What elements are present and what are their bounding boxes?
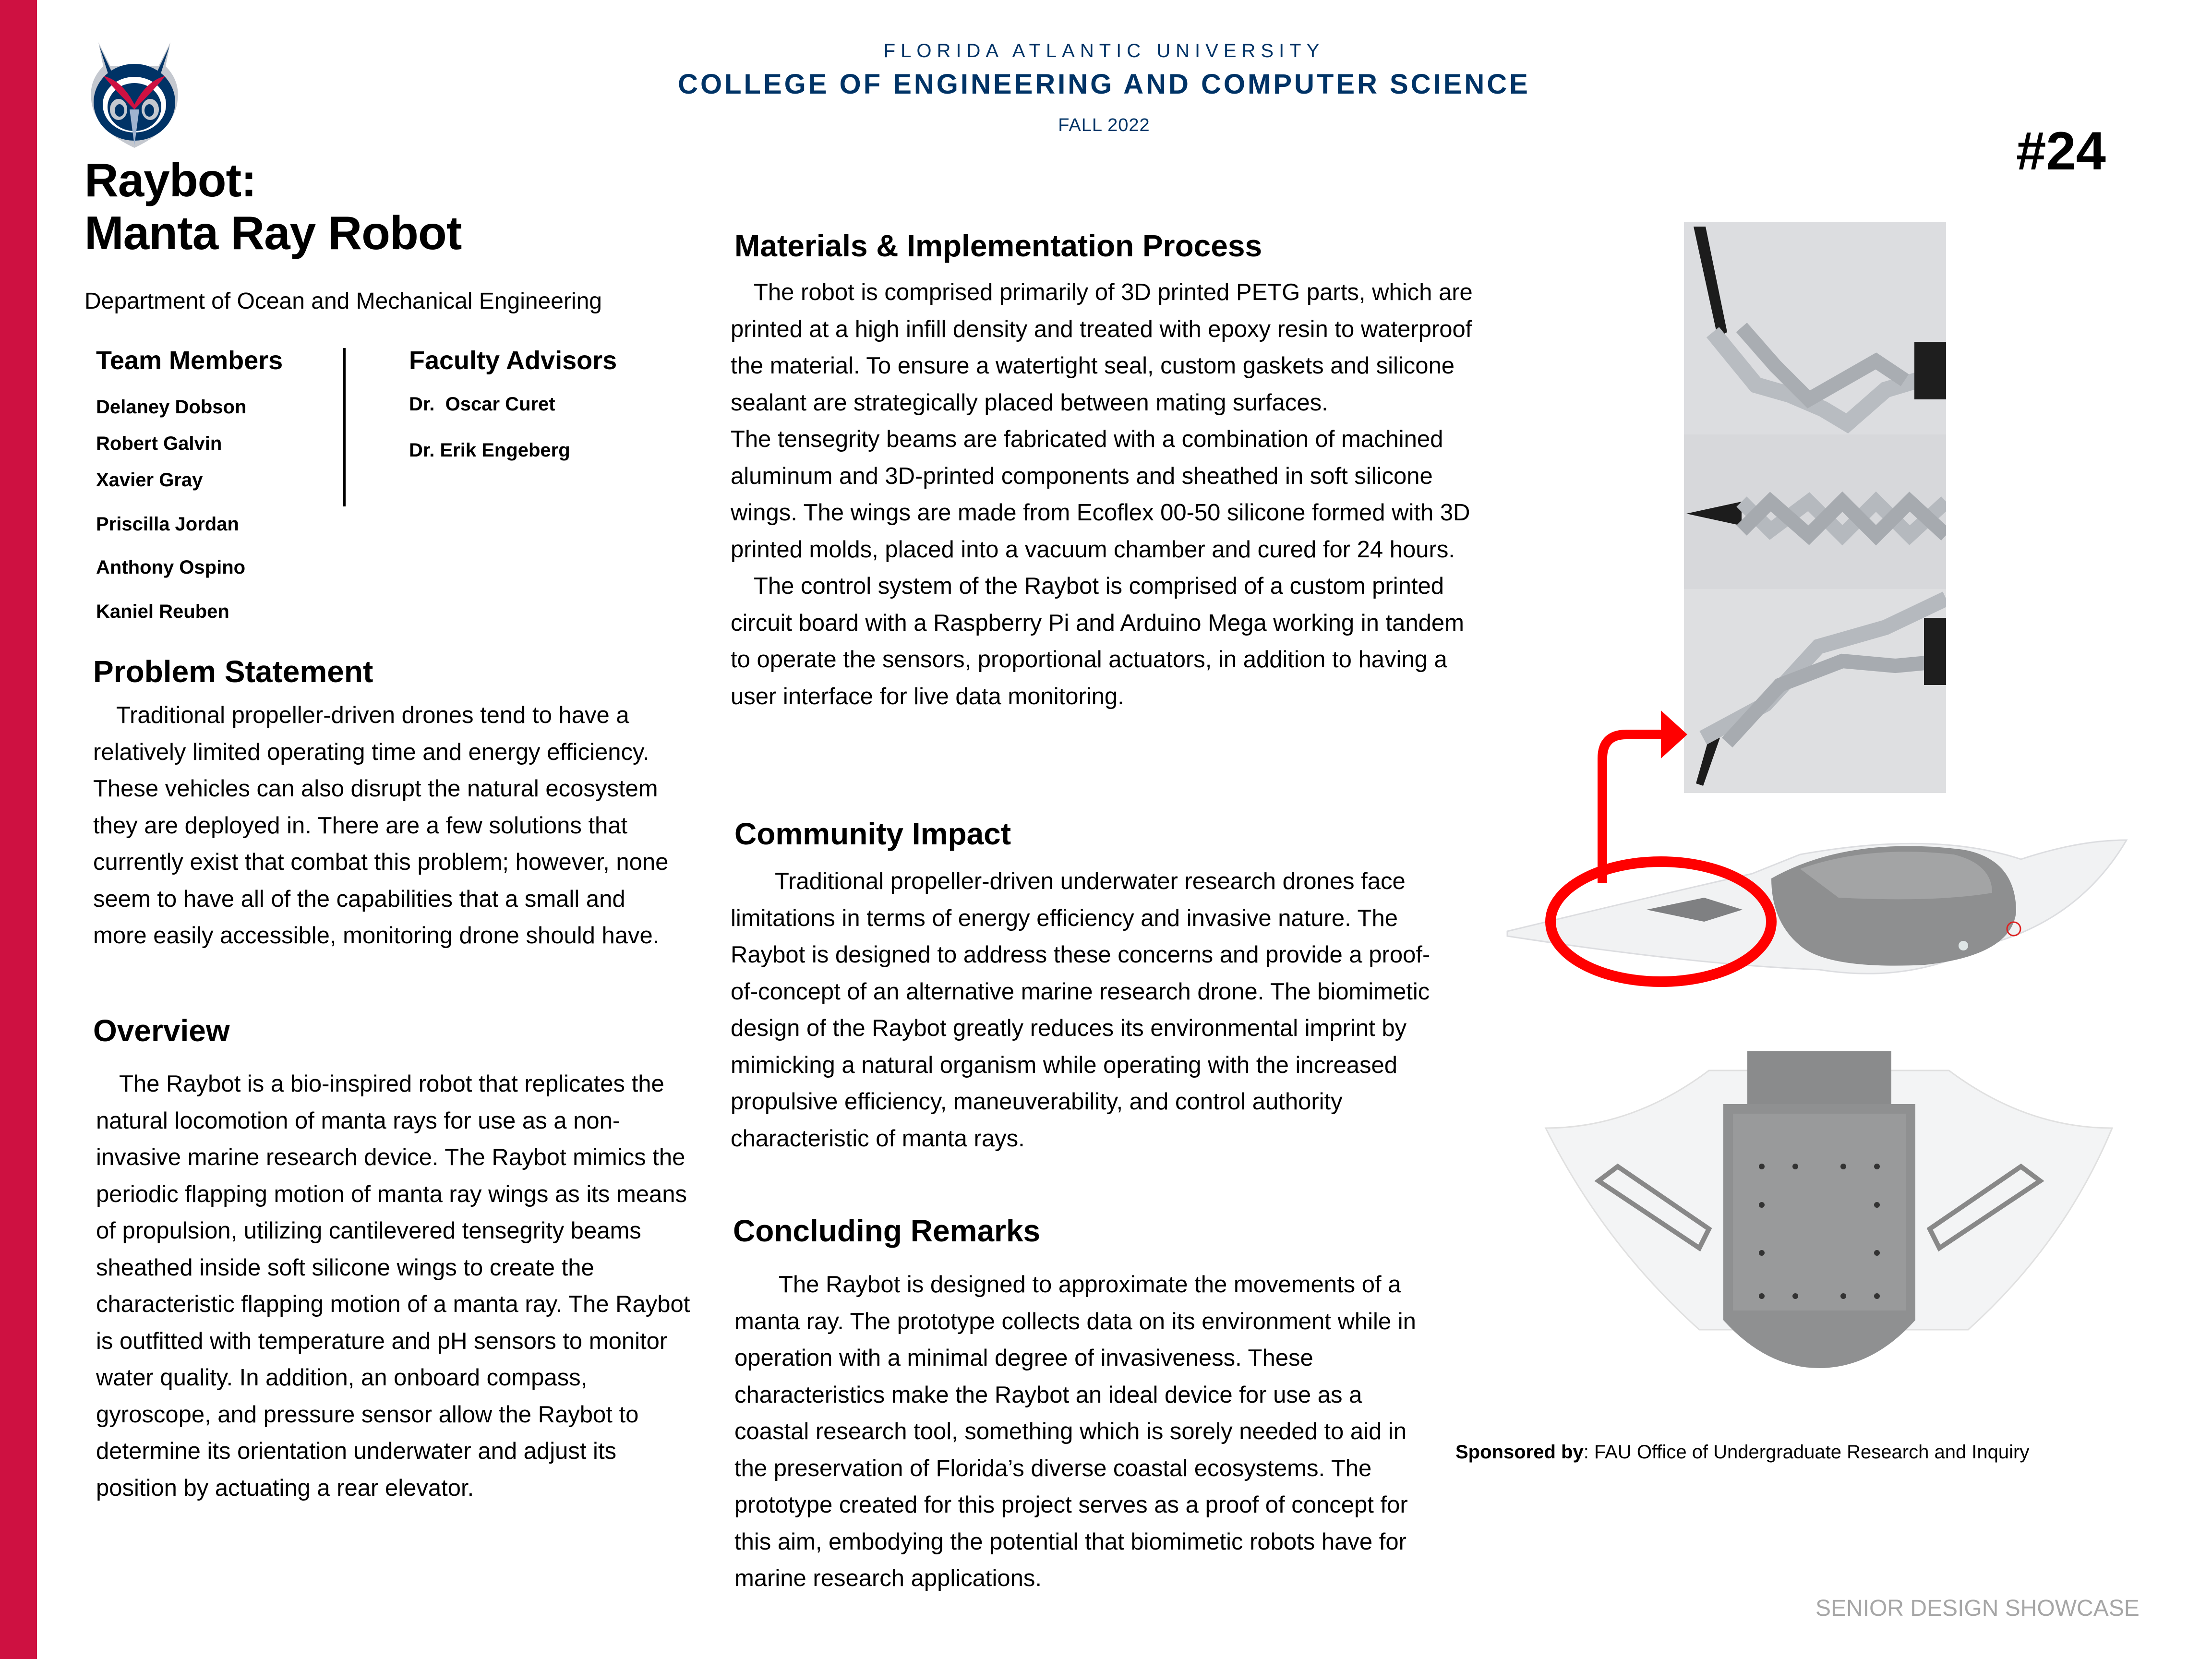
overview-paragraph: The Raybot is a bio-inspired robot that replicates the natural locomotion of manta rays for use as a non-invasive marine research device. The Raybot mimics the periodic flapping motion of manta ray wings as its means of propulsion, utilizing cantilevered tensegrity beams sheathed inside soft silicone wings to create the characteristic flapping motion of a manta ray. The Raybot is outfitted with temperature and pH sensors to monitor water quality. In addition, an onboard compass, gyroscope, and pressure sensor allow the Raybot to determine its orientation underwater and adjust its position by actuating a rear elevator.	[96, 1071, 690, 1501]
faculty-advisor: Dr. Erik Engeberg	[409, 440, 570, 461]
tensegrity-beam-photo-down	[1684, 589, 1946, 793]
materials-text	[731, 274, 1489, 715]
side-accent-bar	[0, 0, 37, 1659]
title-line-1: Raybot:	[84, 154, 256, 206]
materials-paragraph-2: The tensegrity beams are fabricated with a combination of machined aluminum and 3D-printed components and sheathed in soft silicone wings. The wings are made from Ecoflex 00-50 silicone formed with 3D printed molds, placed into a vacuum chamber and cured for 24 hours.	[731, 426, 1470, 563]
tensegrity-beam-photo-up	[1684, 222, 1946, 435]
faculty-advisors-heading: Faculty Advisors	[409, 346, 617, 375]
problem-statement-heading: Problem Statement	[93, 654, 373, 689]
materials-heading: Materials & Implementation Process	[734, 228, 1262, 263]
raybot-side-render	[1503, 826, 2136, 1032]
team-member: Robert Galvin	[96, 433, 222, 454]
overview-text	[96, 1066, 696, 1506]
community-impact-paragraph: Traditional propeller-driven underwater research drones face limitations in terms of energy efficiency and invasive nature. The Raybot is designed to address these concerns and provide a proof-of-concept of an alternative marine research drone. The biomimetic design of the Raybot greatly reduces its environmental imprint by mimicking a natural organism while operating with the increased propulsive efficiency, maneuverability, and control authority characteristic of manta rays.	[731, 868, 1431, 1152]
materials-paragraph-3: The control system of the Raybot is comprised of a custom printed circuit board with a Raspberry Pi and Arduino Mega working in tandem to operate the sensors, proportional actuators, in addition to having a user interface for live data monitoring.	[731, 573, 1464, 709]
university-name: FLORIDA ATLANTIC UNIVERSITY	[883, 40, 1325, 61]
concluding-remarks-text	[734, 1266, 1440, 1597]
college-name: COLLEGE OF ENGINEERING AND COMPUTER SCIENCE	[678, 69, 1530, 100]
team-members-heading: Team Members	[96, 346, 283, 375]
department-name: Department of Ocean and Mechanical Engineering	[84, 289, 602, 314]
sponsor-text: : FAU Office of Undergraduate Research and Inquiry	[1583, 1442, 2030, 1463]
community-impact-heading: Community Impact	[734, 817, 1011, 851]
problem-statement-text	[93, 697, 679, 954]
team-member: Anthony Ospino	[96, 557, 246, 578]
materials-paragraph-1: The robot is comprised primarily of 3D printed PETG parts, which are printed at a high infill density and treated with epoxy resin to waterproof the material. To ensure a watertight seal, custom gaskets and silicone sealant are strategically placed between mating surfaces.	[731, 279, 1473, 416]
concluding-remarks-paragraph: The Raybot is designed to approximate the movements of a manta ray. The prototype collects data on its environment while in operation with a minimal degree of invasiveness. These characteristics make the Raybot an ideal device for use as a coastal research tool, something which is sorely needed to aid in the preservation of Florida’s diverse coastal ecosystems. The prototype created for this project serves as a proof of concept for this aim, embodying the potential that biomimetic robots have for marine research applications.	[734, 1272, 1416, 1591]
poster-number: #24	[2016, 121, 2106, 181]
project-title	[84, 154, 461, 259]
sponsor-label: Sponsored by	[1455, 1442, 1584, 1463]
team-member: Xavier Gray	[96, 469, 203, 491]
fau-owl-logo-icon	[89, 37, 180, 153]
team-member: Priscilla Jordan	[96, 514, 239, 535]
community-impact-text	[731, 863, 1451, 1157]
overview-heading: Overview	[93, 1013, 230, 1048]
raybot-top-render	[1536, 1051, 2131, 1387]
showcase-footer: SENIOR DESIGN SHOWCASE	[1815, 1596, 2140, 1621]
column-divider	[343, 348, 346, 506]
concluding-remarks-heading: Concluding Remarks	[733, 1214, 1041, 1248]
tensegrity-beam-photo-neutral	[1684, 434, 1946, 590]
problem-statement-paragraph: Traditional propeller-driven drones tend to have a relatively limited operating time and energy efficiency. These vehicles can also disrupt the natural ecosystem they are deployed in. There are a few solutions that currently exist that combat this problem; however, none seem to have all of the capabilities that a small and more easily accessible, monitoring drone should have.	[93, 702, 669, 949]
term-label: FALL 2022	[1058, 115, 1150, 135]
tensegrity-photo-strip	[1684, 222, 1946, 793]
title-line-2: Manta Ray Robot	[84, 206, 462, 259]
faculty-advisor: Dr. Oscar Curet	[409, 394, 555, 415]
sponsor-credit	[1455, 1442, 2029, 1463]
team-member: Kaniel Reuben	[96, 601, 229, 622]
team-member: Delaney Dobson	[96, 397, 247, 418]
